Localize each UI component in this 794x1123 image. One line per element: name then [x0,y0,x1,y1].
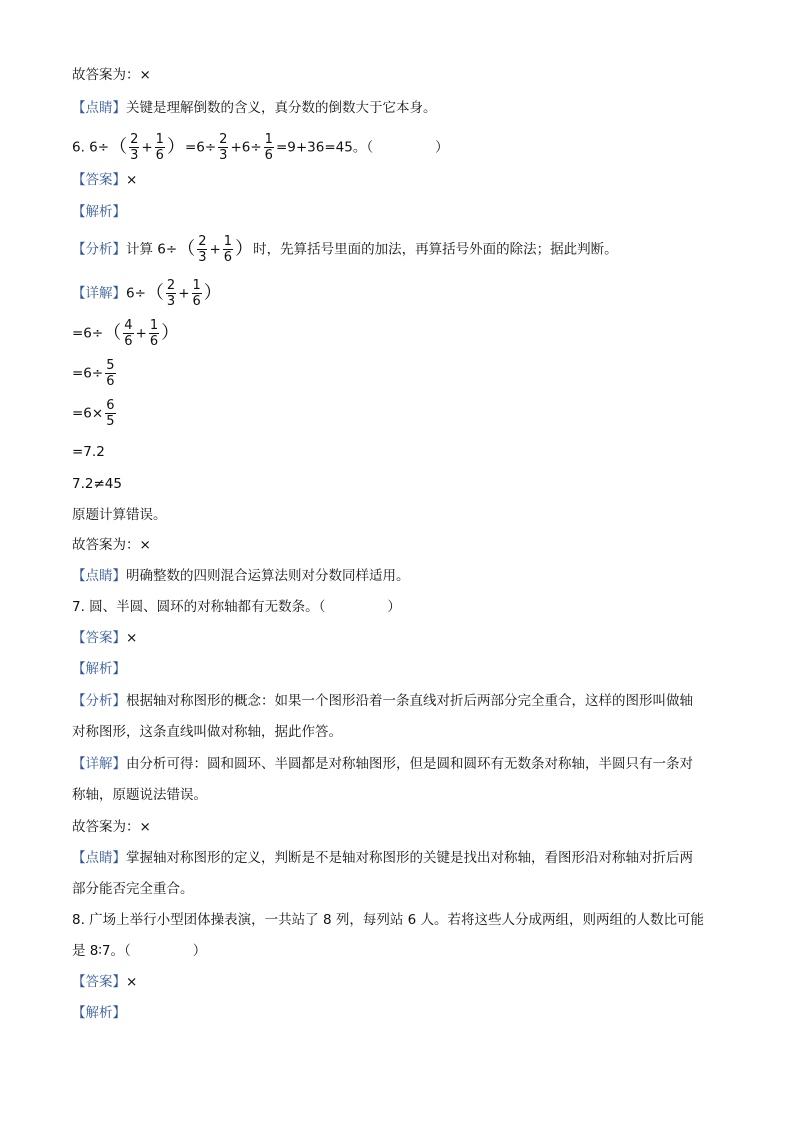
not-equal: 7.2≠45 [72,476,122,492]
step-4: =7.2 [72,444,105,460]
fraction: $\frac{1}{6}$ [149,318,159,349]
analysis-heading-8: 【解析】 [72,1005,126,1021]
key-point-7-b: 部分能否完全重合。 [72,881,194,897]
answer-text: 故答案为：× [72,67,151,83]
answer-row-8: 【答案】× [72,974,138,990]
key-point-2: 【点睛】明确整数的四则混合运算法则对分数同样适用。 [72,568,410,584]
answer-row [72,170,137,190]
question-8-a: 8. 广场上举行小型团体操表演，一共站了 8 列，每列站 6 人。若将这些人分成两组，则两组的人数比可能 [72,912,705,928]
step-2: =6÷ $\frac{5}{6}$ [72,358,115,389]
detail-7-a: 【详解】由分析可得：圆和圆环、半圆都是对称轴图形，但是圆和圆环有无数条对称轴，半圆只有一条对 [72,756,693,772]
conclusion: 原题计算错误。 [72,507,167,523]
key-point-tag: 【点睛】 [72,100,126,116]
fraction: $\frac{4}{6}$ [124,318,133,349]
question-7: 7. 圆、半圆、圆环的对称轴都有无数条。（ ） [72,599,401,615]
detail-7-b: 称轴，原题说法错误。 [72,787,207,803]
key-point [72,98,437,118]
paren-close: ） [166,136,185,158]
q6-number: 6. 6÷ [72,139,110,156]
detail-tag: 【详解】 [72,285,126,302]
key-point-7-a: 【点睛】掌握轴对称图形的定义，判断是不是轴对称图形的关键是找出对称轴，看图形沿对称轴对折后两 [72,850,693,866]
paren-open: （ [109,136,128,158]
answer-row-7: 【答案】× [72,630,138,646]
fraction: $\frac{1}{6}$ [223,234,233,265]
fenxi-tag: 【分析】 [72,241,126,258]
key-point-text: 关键是理解倒数的含义，真分数的倒数大于它本身。 [126,100,437,116]
step-3: =6× $\frac{6}{5}$ [72,398,115,429]
analysis-heading-7: 【解析】 [72,661,126,677]
fraction: $\frac{1}{6}$ [155,132,164,163]
question-6: 6. 6÷（ $\frac{2}{3}$ + $\frac{1}{6}$ ）=6÷ $\frac{2}{3}$ +6÷ $\frac{1}{6}$ =9+36=45。（ ） [72,132,449,163]
answer-mark: × [126,172,138,188]
analysis-tag: 【解析】 [72,204,126,220]
fenxi-row: 【分析】计算 6÷（ $\frac{2}{3}$ + $\frac{1}{6}$ ）时，先算括号里面的加法，再算括号外面的除法；据此判断。 [72,234,618,265]
fraction: $\frac{2}{3}$ [130,132,139,163]
fenxi-7-a: 【分析】根据轴对称图形的概念：如果一个图形沿着一条直线对折后两部分完全重合，这样的图形叫做轴 [72,693,693,709]
answer-statement-2: 故答案为：× [72,537,151,553]
fenxi-7-b: 对称图形，这条直线叫做对称轴，据此作答。 [72,724,342,740]
fraction: $\frac{2}{3}$ [166,278,176,309]
fraction: $\frac{2}{3}$ [219,132,228,163]
answer-tag: 【答案】 [72,172,126,188]
fraction: $\frac{5}{6}$ [106,358,115,389]
fraction: $\frac{1}{6}$ [264,132,273,163]
answer-statement-7: 故答案为：× [72,819,151,835]
question-8-b: 是 8∶7。（ ） [72,943,207,959]
detail-row: 【详解】6÷（ $\frac{2}{3}$ + $\frac{1}{6}$ ） [72,278,222,309]
step-1: =6÷（ $\frac{4}{6}$ + $\frac{1}{6}$ ） [72,318,180,349]
answer-statement [72,65,151,85]
fraction: $\frac{2}{3}$ [198,234,207,265]
analysis-heading [72,202,126,222]
fraction: $\frac{1}{6}$ [192,278,201,309]
fraction: $\frac{6}{5}$ [106,398,115,429]
